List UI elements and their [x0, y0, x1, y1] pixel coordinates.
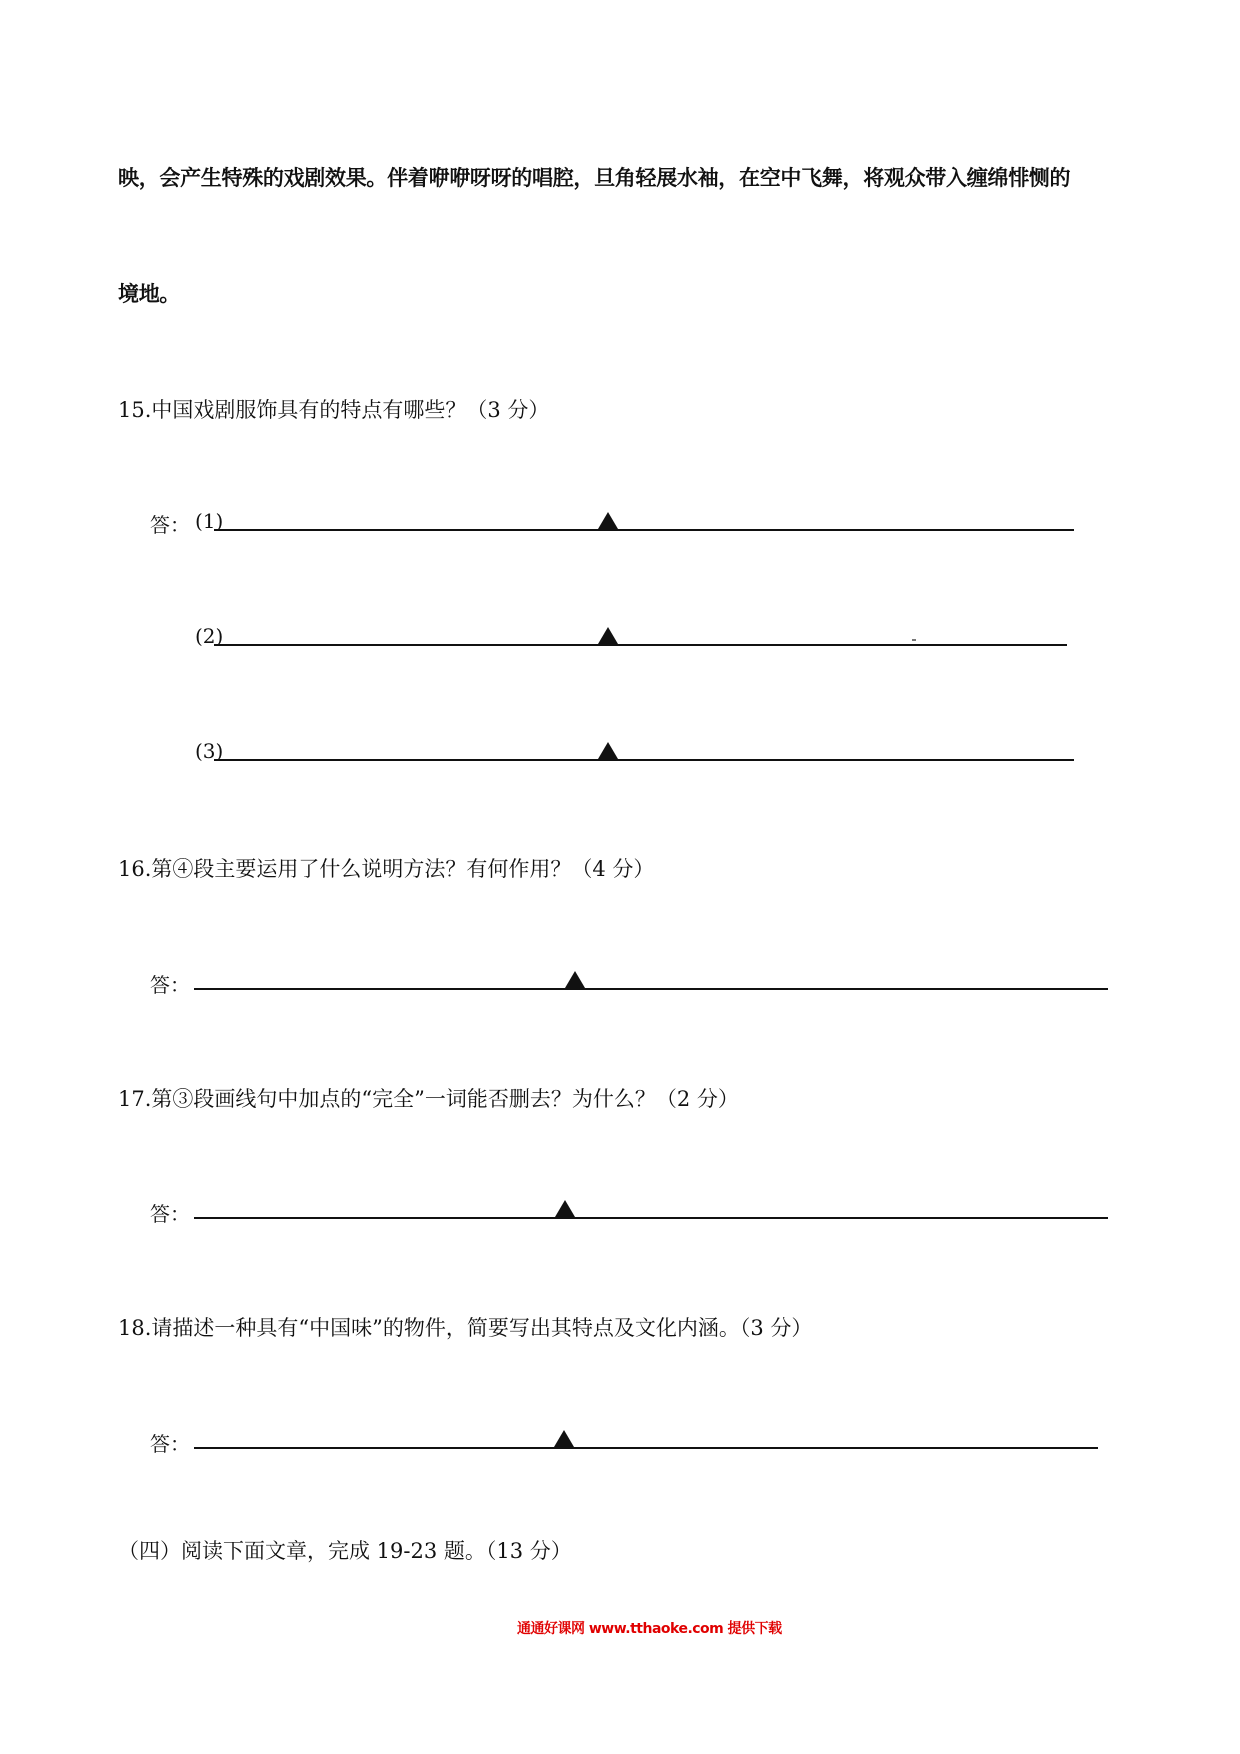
filled-triangle-icon	[598, 742, 618, 759]
question-16: 16.第④段主要运用了什么说明方法？有何作用？（4 分）	[118, 857, 655, 881]
answer-line-15-2[interactable]	[214, 644, 1067, 646]
answer-line-17[interactable]	[194, 1217, 1108, 1219]
footer-download-credit[interactable]: 通通好课网 www.tthaoke.com 提供下载	[517, 1621, 782, 1637]
answer-label-18: 答：	[150, 1432, 190, 1456]
answer-label-15: 答：	[150, 513, 190, 537]
filled-triangle-icon	[598, 512, 618, 529]
question-18: 18.请描述一种具有“中国味”的物件，简要写出其特点及文化内涵。（3 分）	[118, 1316, 813, 1340]
answer-item-15-3: (3)	[195, 739, 224, 763]
print-speck	[912, 639, 916, 641]
answer-label-17: 答：	[150, 1202, 190, 1226]
question-17: 17.第③段画线句中加点的“完全”一词能否删去？为什么？（2 分）	[118, 1087, 739, 1111]
answer-item-15-2: (2)	[195, 624, 224, 648]
answer-label-16: 答：	[150, 973, 190, 997]
section-4-heading: （四）阅读下面文章，完成 19-23 题。（13 分）	[118, 1539, 572, 1563]
answer-line-15-1[interactable]	[214, 529, 1074, 531]
answer-line-15-3[interactable]	[214, 759, 1074, 761]
passage-line-1: 映，会产生特殊的戏剧效果。伴着咿咿呀呀的唱腔，旦角轻展水袖，在空中飞舞，将观众带入缠绵悱恻的	[118, 166, 1071, 190]
filled-triangle-icon	[555, 1200, 575, 1217]
filled-triangle-icon	[565, 971, 585, 988]
answer-item-15-1: (1)	[195, 509, 224, 533]
answer-line-18[interactable]	[194, 1447, 1098, 1449]
answer-line-16[interactable]	[194, 988, 1108, 990]
filled-triangle-icon	[598, 627, 618, 644]
passage-line-2: 境地。	[118, 282, 181, 306]
filled-triangle-icon	[554, 1430, 574, 1447]
question-15: 15.中国戏剧服饰具有的特点有哪些？（3 分）	[118, 398, 550, 422]
